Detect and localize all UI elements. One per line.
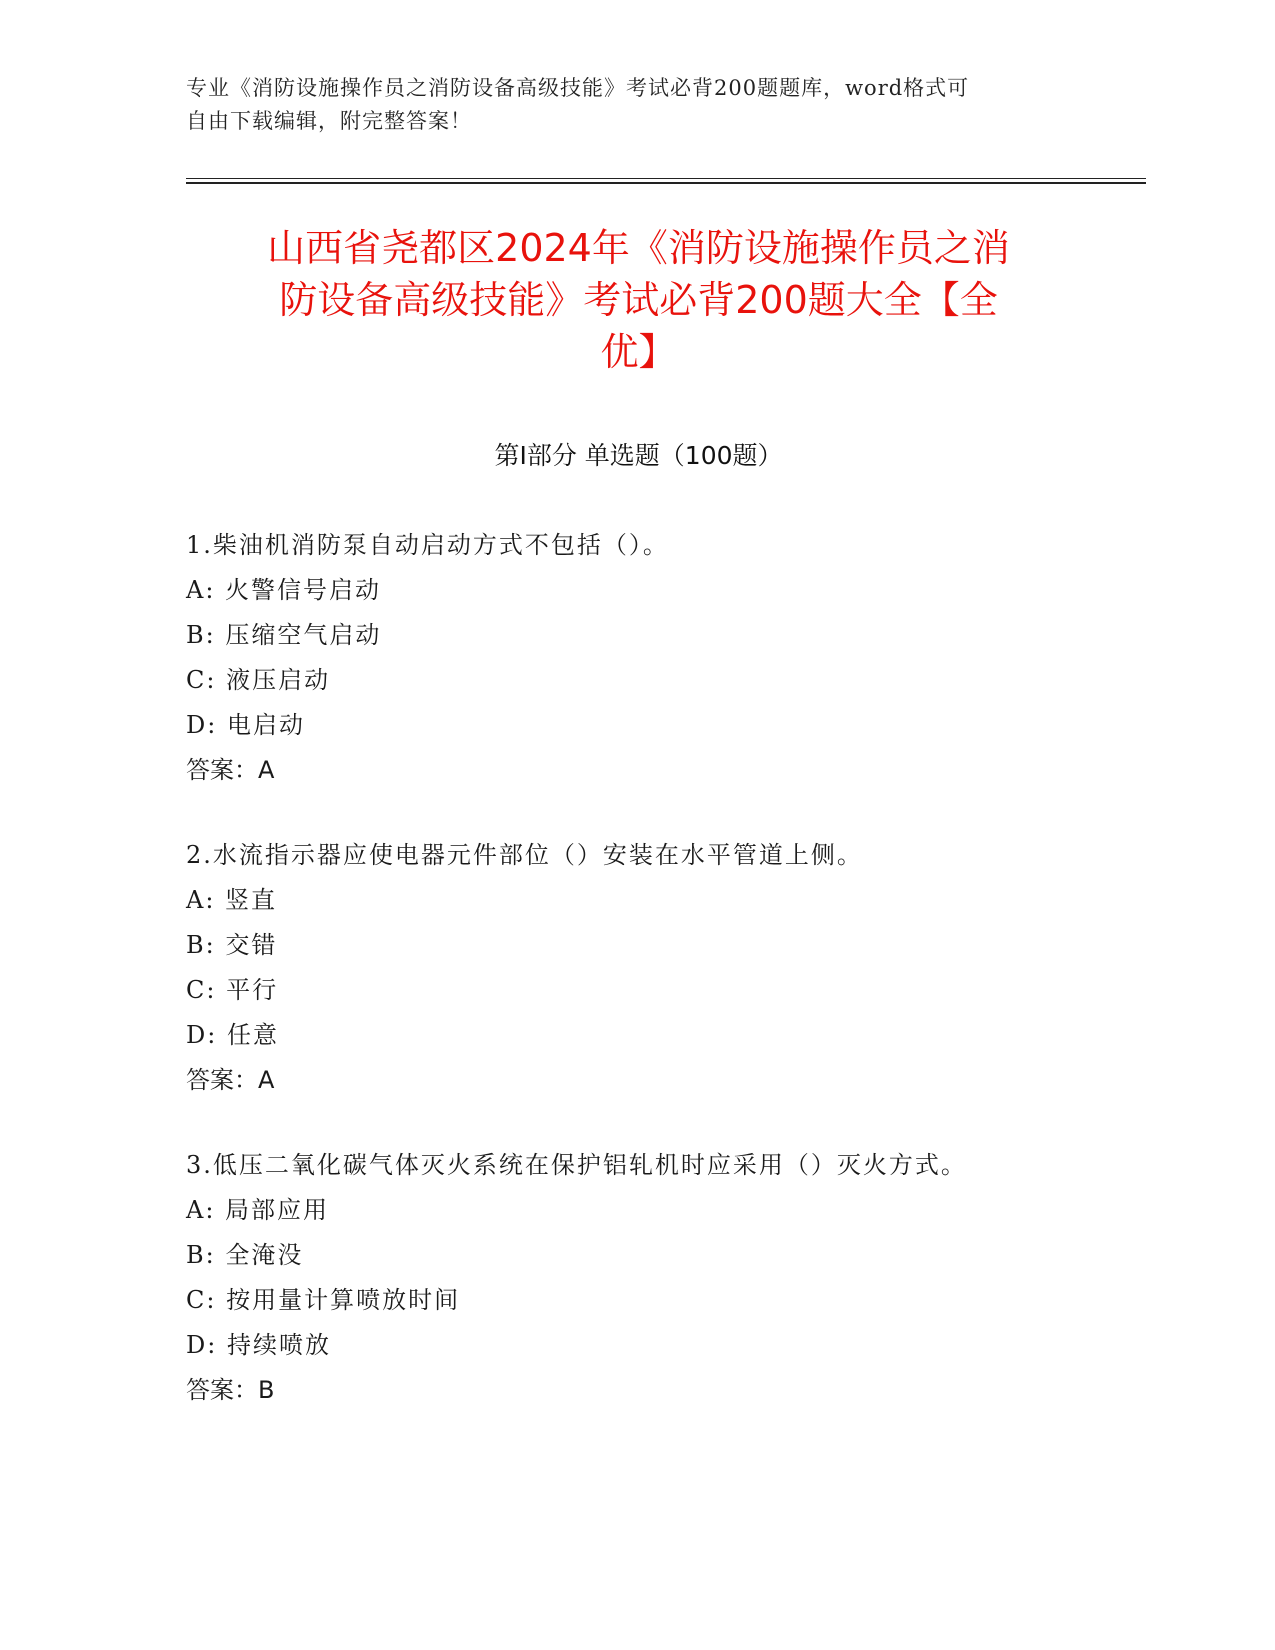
document-title-line-2: 防设备高级技能》考试必背200题大全【全 [279, 278, 998, 322]
header-note-line-2: 自由下载编辑，附完整答案！ [186, 109, 472, 133]
header-divider-thick [186, 182, 1146, 184]
answer: 答案：B [186, 1376, 275, 1404]
option-d: D: 电启动 [186, 711, 305, 739]
header-note [186, 72, 1086, 138]
option-c: C: 按用量计算喷放时间 [186, 1286, 461, 1314]
header-divider-thin [186, 178, 1146, 179]
option-c: C: 平行 [186, 976, 279, 1004]
option-c: C: 液压启动 [186, 666, 331, 694]
question-item [186, 523, 1146, 793]
option-d: D: 任意 [186, 1021, 279, 1049]
option-a: A: 局部应用 [186, 1196, 330, 1224]
option-a: A: 火警信号启动 [186, 576, 382, 604]
document-title-line-3: 优】 [600, 330, 677, 374]
option-a: A: 竖直 [186, 886, 278, 914]
document-title-line-1: 山西省尧都区2024年《消防设施操作员之消 [267, 226, 1010, 270]
option-b: B: 交错 [186, 931, 278, 959]
answer: 答案：A [186, 1066, 275, 1094]
option-b: B: 压缩空气启动 [186, 621, 382, 649]
question-item [186, 1143, 1146, 1413]
question-stem: 3.低压二氧化碳气体灭火系统在保护铝轧机时应采用（）灭火方式。 [186, 1151, 967, 1179]
question-list [186, 523, 1146, 1453]
option-d: D: 持续喷放 [186, 1331, 331, 1359]
question-stem: 2.水流指示器应使电器元件部位（）安装在水平管道上侧。 [186, 841, 863, 869]
question-stem: 1.柴油机消防泵自动启动方式不包括（）。 [186, 531, 669, 559]
document-title [186, 222, 1091, 378]
option-b: B: 全淹没 [186, 1241, 304, 1269]
answer: 答案：A [186, 756, 275, 784]
header-note-line-1: 专业《消防设施操作员之消防设备高级技能》考试必背200题题库，word格式可 [186, 76, 970, 100]
section-heading: 第Ⅰ部分 单选题（100题） [494, 441, 783, 470]
question-item [186, 833, 1146, 1103]
